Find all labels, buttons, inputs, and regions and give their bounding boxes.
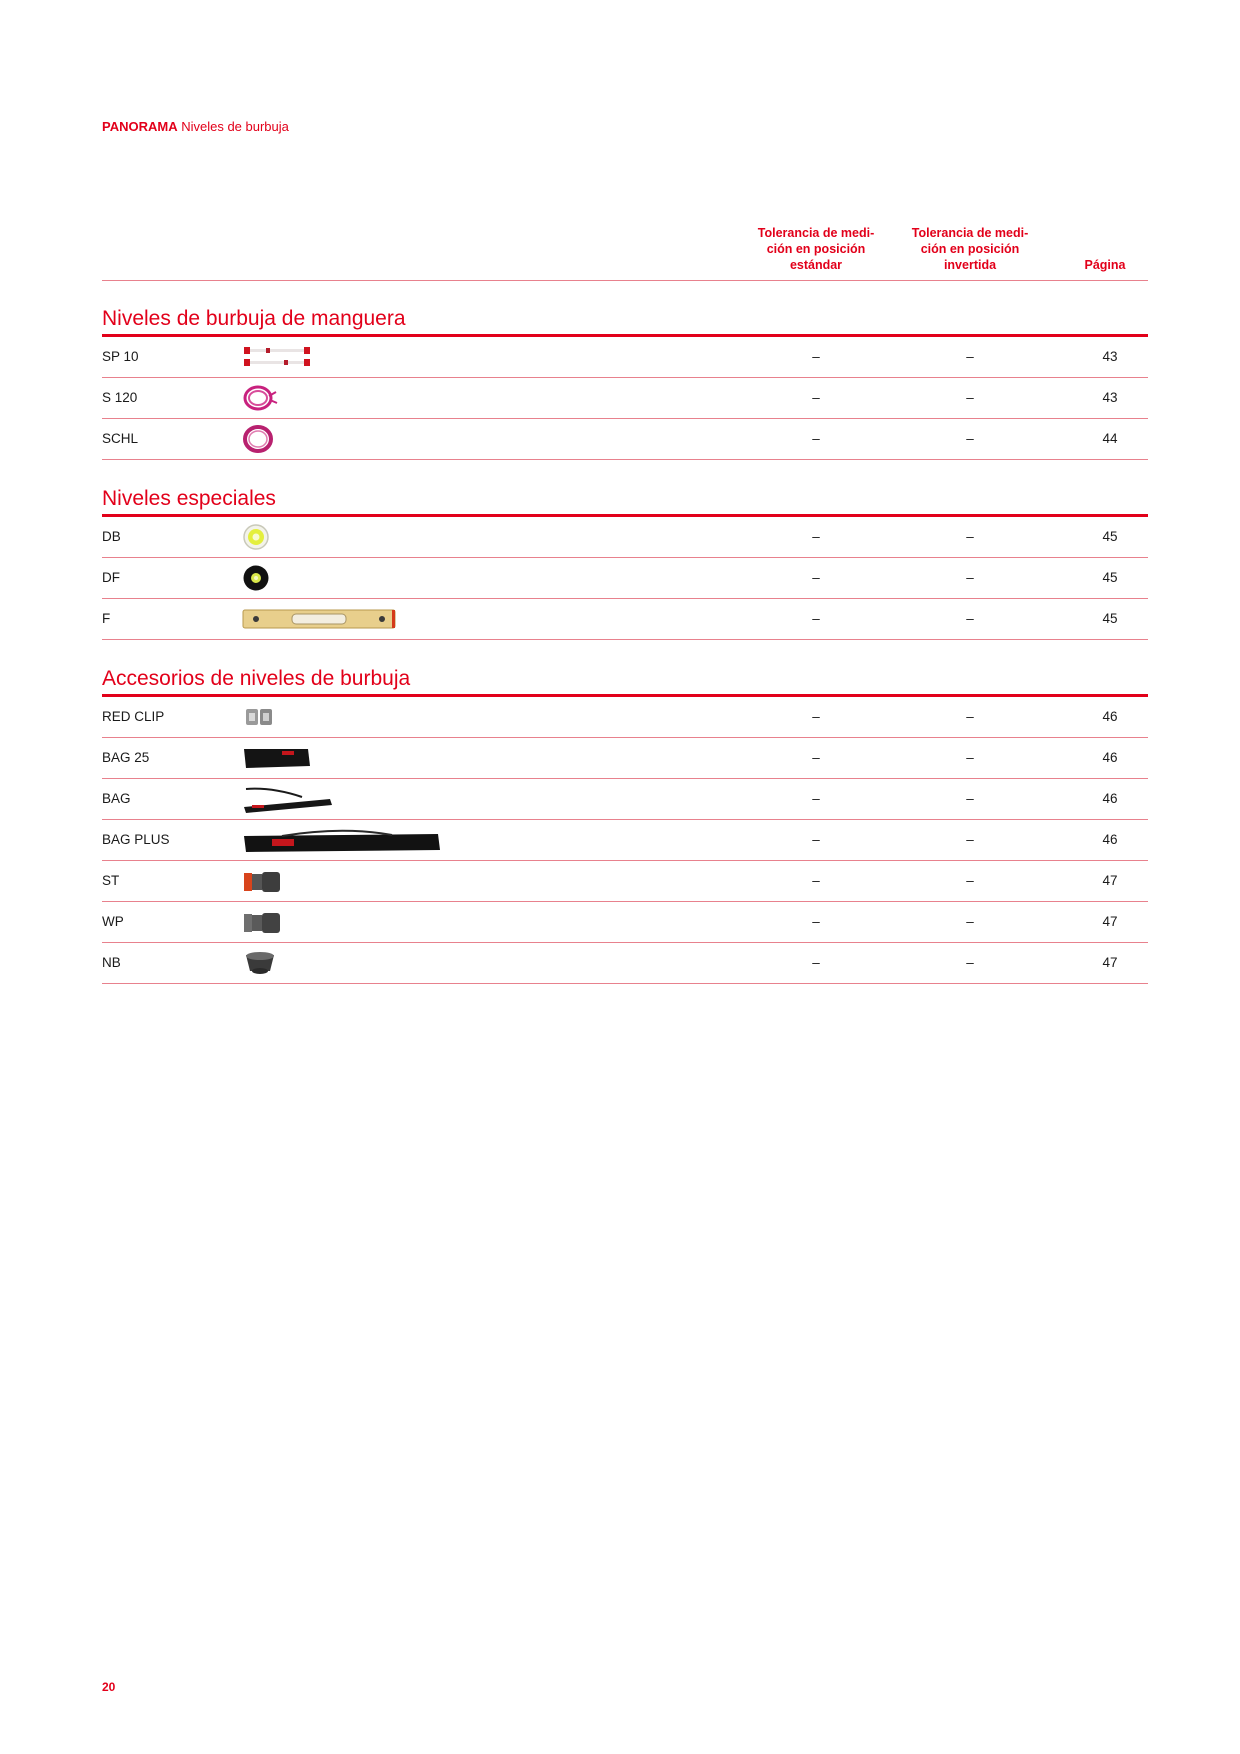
page-ref: 44 [1102,431,1118,446]
hose-level-icon [242,343,312,371]
page-ref: 45 [1102,611,1118,626]
product-code: F [102,611,111,626]
pouch-icon [242,744,312,772]
table-row[interactable]: SCHL – – 44 [102,419,1148,460]
product-code: DB [102,529,121,544]
end-cap-icon [242,908,282,936]
table-row[interactable]: RED CLIP – – 46 [102,697,1148,738]
table-row[interactable]: SP 10 – – 43 [102,337,1148,378]
end-cap-red-icon [242,867,282,895]
round-level-icon [242,564,272,592]
section-title-hose-levels: Niveles de burbuja de manguera [102,304,1148,337]
page-ref: 47 [1102,955,1118,970]
table-row[interactable]: DB – – 45 [102,517,1148,558]
tripod-adapter-icon [242,949,278,977]
product-code: SCHL [102,431,139,446]
table-row[interactable]: WP – – 47 [102,902,1148,943]
product-code: DF [102,570,120,585]
product-code: NB [102,955,121,970]
page-ref: 46 [1102,791,1118,806]
column-header-inverted: Tolerancia de medi- ción en posición invertida [911,226,1029,272]
section-title-accessories: Accesorios de niveles de burbuja [102,664,1148,697]
product-code: ST [102,873,120,888]
column-header-row [102,222,1148,281]
page-ref: 43 [1102,349,1118,364]
breadcrumb [102,119,289,134]
table-row[interactable]: BAG PLUS – – 46 [102,820,1148,861]
product-code: SP 10 [102,349,139,364]
clip-icon [242,703,278,731]
long-bag-icon [242,826,442,854]
table-row[interactable]: F – – 45 [102,599,1148,640]
table-row[interactable]: DF – – 45 [102,558,1148,599]
page-ref: 46 [1102,750,1118,765]
page-ref: 46 [1102,832,1118,847]
table-row[interactable]: S 120 – – 43 [102,378,1148,419]
product-code: RED CLIP [102,709,165,724]
table-row[interactable]: NB – – 47 [102,943,1148,984]
overview-table [102,222,1148,984]
column-header-page: Página [1084,258,1126,272]
product-code: WP [102,914,124,929]
column-header-standard: Tolerancia de medi- ción en posición estándar [757,226,875,272]
long-vial-icon [242,605,396,633]
hose-ring-icon [242,425,276,453]
table-row[interactable]: BAG 25 – – 46 [102,738,1148,779]
coiled-hose-icon [242,384,282,412]
page-ref: 46 [1102,709,1118,724]
page-ref: 45 [1102,529,1118,544]
product-code: BAG [102,791,131,806]
table-row[interactable]: BAG – – 46 [102,779,1148,820]
page-ref: 47 [1102,914,1118,929]
breadcrumb-rest: Niveles de burbuja [177,119,289,134]
product-code: S 120 [102,390,138,405]
page-ref: 45 [1102,570,1118,585]
bullseye-vial-icon [242,523,272,551]
page-ref: 47 [1102,873,1118,888]
table-row[interactable]: ST – – 47 [102,861,1148,902]
page-ref: 43 [1102,390,1118,405]
page-number: 20 [102,1680,116,1694]
product-code: BAG PLUS [102,832,170,847]
section-title-special-levels: Niveles especiales [102,484,1148,517]
carry-bag-icon [242,785,334,813]
breadcrumb-bold: PANORAMA [102,119,178,134]
product-code: BAG 25 [102,750,150,765]
